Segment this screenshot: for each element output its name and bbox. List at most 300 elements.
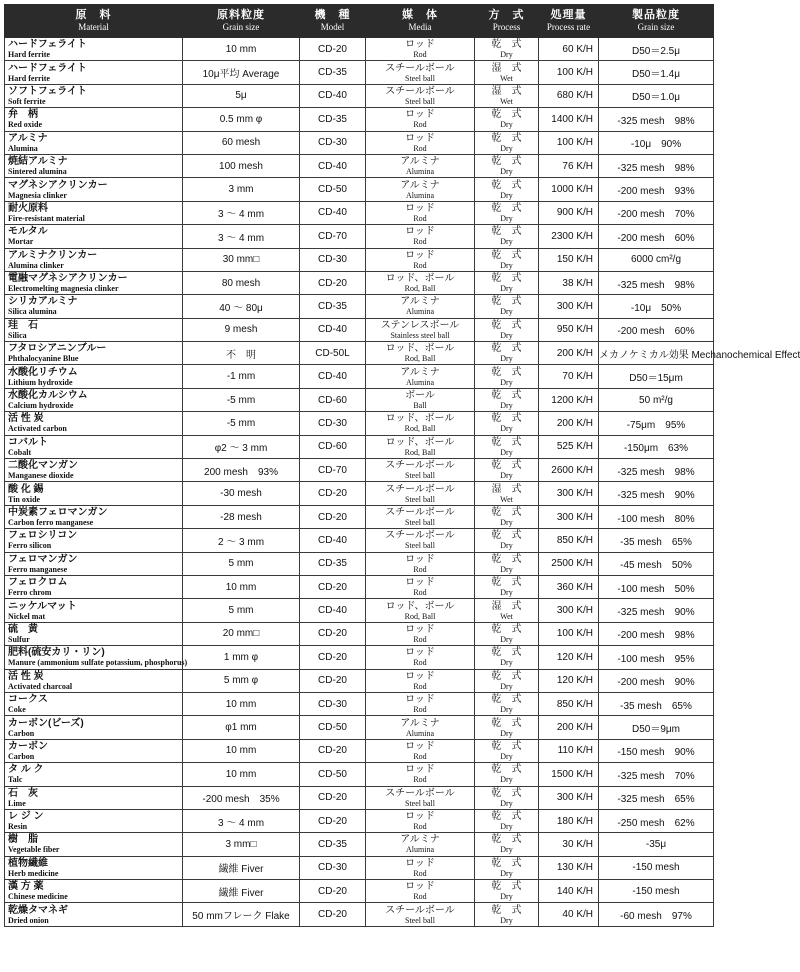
product-grain-size-cell: -100 mesh 95% <box>599 646 714 669</box>
media-en: Rod <box>413 260 427 270</box>
process-cell <box>475 739 539 762</box>
media-cell <box>366 435 475 458</box>
material-cell <box>5 225 183 248</box>
process-en: Dry <box>500 120 513 130</box>
media-jp: スチールボール <box>385 62 455 74</box>
model-cell: CD-40 <box>300 529 366 552</box>
process-en: Dry <box>500 307 513 317</box>
material-name-en: Lime <box>8 798 26 808</box>
process-jp: 乾 式 <box>491 740 522 752</box>
process-cell <box>475 763 539 786</box>
process-rate-cell: 850 K/H <box>539 692 599 715</box>
media-jp: ロッド、ボール <box>385 413 455 425</box>
process-jp: 湿 式 <box>491 62 522 74</box>
process-rate-cell: 300 K/H <box>539 295 599 318</box>
material-name-en: Electromelting magnesia clinker <box>8 284 119 294</box>
table-row <box>5 880 714 903</box>
material-name-en: Lithium hydroxide <box>8 377 73 387</box>
table-row <box>5 833 714 856</box>
process-rate-cell: 30 K/H <box>539 833 599 856</box>
header-product-grain-size-en: Grain size <box>637 22 675 32</box>
process-cell <box>475 505 539 528</box>
media-en: Steel ball <box>405 96 435 106</box>
material-name-en: Coke <box>8 705 26 715</box>
media-cell <box>366 856 475 879</box>
model-cell: CD-40 <box>300 599 366 622</box>
media-jp: スチールボール <box>385 904 455 916</box>
model-cell: CD-50 <box>300 178 366 201</box>
media-jp: ロッド <box>405 132 435 144</box>
media-cell <box>366 248 475 271</box>
model-cell: CD-20 <box>300 809 366 832</box>
process-jp: 乾 式 <box>491 904 522 916</box>
process-rate-cell: 60 K/H <box>539 38 599 61</box>
media-jp: ロッド、ボール <box>385 343 455 355</box>
grinding-results-sheet <box>4 4 800 927</box>
media-en: Rod <box>413 705 427 715</box>
process-en: Dry <box>500 681 513 691</box>
material-name-jp: 弁 柄 <box>8 109 38 121</box>
grain-size-cell: -1 mm <box>183 365 300 388</box>
media-jp: ロッド <box>405 623 435 635</box>
process-jp: 乾 式 <box>491 249 522 261</box>
process-rate-cell: 130 K/H <box>539 856 599 879</box>
process-cell <box>475 692 539 715</box>
material-name-jp: モルタル <box>8 226 48 238</box>
material-cell <box>5 505 183 528</box>
process-jp: 乾 式 <box>491 319 522 331</box>
process-en: Dry <box>500 260 513 270</box>
model-cell: CD-30 <box>300 692 366 715</box>
process-cell <box>475 435 539 458</box>
material-cell <box>5 412 183 435</box>
table-row <box>5 903 714 926</box>
model-cell: CD-20 <box>300 38 366 61</box>
material-cell <box>5 599 183 622</box>
process-en: Dry <box>500 915 513 925</box>
model-cell: CD-40 <box>300 365 366 388</box>
media-jp: アルミナ <box>400 717 440 729</box>
grain-size-cell: 繊維 Fiver <box>183 856 300 879</box>
process-rate-cell: 1200 K/H <box>539 388 599 411</box>
media-cell <box>366 388 475 411</box>
media-jp: ロッド <box>405 249 435 261</box>
process-cell <box>475 61 539 84</box>
media-cell <box>366 716 475 739</box>
material-name-en: Manganese dioxide <box>8 471 74 481</box>
process-rate-cell: 2300 K/H <box>539 225 599 248</box>
table-row <box>5 84 714 107</box>
media-jp: スチールボール <box>385 530 455 542</box>
media-en: Rod <box>413 868 427 878</box>
product-grain-size-cell: -325 mesh 98% <box>599 459 714 482</box>
material-name-jp: フェロマンガン <box>8 553 78 565</box>
media-cell <box>366 692 475 715</box>
media-en: Rod <box>413 237 427 247</box>
media-en: Rod <box>413 143 427 153</box>
header-product-grain-size <box>599 5 714 38</box>
media-en: Rod, Ball <box>404 284 436 294</box>
process-en: Dry <box>500 424 513 434</box>
material-name-en: Silica <box>8 330 27 340</box>
material-cell <box>5 622 183 645</box>
process-cell <box>475 412 539 435</box>
media-en: Rod <box>413 564 427 574</box>
grain-size-cell: 3 mm□ <box>183 833 300 856</box>
media-cell <box>366 622 475 645</box>
material-name-en: Vegetable fiber <box>8 845 60 855</box>
process-en: Dry <box>500 775 513 785</box>
material-cell <box>5 809 183 832</box>
grain-size-cell: 3 ～ 4 mm <box>183 809 300 832</box>
product-grain-size-cell: -10μ 90% <box>599 131 714 154</box>
material-name-jp: フェロクロム <box>8 577 68 589</box>
material-cell <box>5 131 183 154</box>
media-jp: ロッド <box>405 647 435 659</box>
process-cell <box>475 552 539 575</box>
material-name-en: Magnesia clinker <box>8 190 67 200</box>
grain-size-cell: 繊維 Fiver <box>183 880 300 903</box>
process-en: Dry <box>500 190 513 200</box>
header-row <box>5 5 714 38</box>
header-process-rate <box>539 5 599 38</box>
media-cell <box>366 201 475 224</box>
table-row <box>5 482 714 505</box>
process-en: Dry <box>500 50 513 60</box>
material-cell <box>5 154 183 177</box>
table-row <box>5 342 714 365</box>
grain-size-cell: 10 mm <box>183 38 300 61</box>
product-grain-size-cell: D50＝2.5μ <box>599 38 714 61</box>
table-row <box>5 201 714 224</box>
media-en: Alumina <box>406 377 434 387</box>
grain-size-cell: 10 mm <box>183 692 300 715</box>
process-en: Dry <box>500 237 513 247</box>
table-row <box>5 108 714 131</box>
table-row <box>5 763 714 786</box>
material-cell <box>5 84 183 107</box>
grain-size-cell: 200 mesh 93% <box>183 459 300 482</box>
process-rate-cell: 200 K/H <box>539 412 599 435</box>
material-cell <box>5 388 183 411</box>
table-row <box>5 38 714 61</box>
material-cell <box>5 38 183 61</box>
model-cell: CD-20 <box>300 880 366 903</box>
process-jp: 湿 式 <box>491 600 522 612</box>
material-name-jp: ソフトフェライト <box>8 85 87 97</box>
material-name-jp: レ ジ ン <box>8 811 44 823</box>
header-grain-size-jp: 原料粒度 <box>217 9 265 21</box>
media-jp: ボール <box>405 390 435 402</box>
process-cell <box>475 108 539 131</box>
process-rate-cell: 100 K/H <box>539 131 599 154</box>
process-jp: 乾 式 <box>491 787 522 799</box>
model-cell: CD-70 <box>300 225 366 248</box>
process-jp: 乾 式 <box>491 507 522 518</box>
product-grain-size-cell: -200 mesh 93% <box>599 178 714 201</box>
material-name-jp: 二酸化マンガン <box>8 460 78 472</box>
media-en: Rod <box>413 120 427 130</box>
process-cell <box>475 669 539 692</box>
media-cell <box>366 786 475 809</box>
table-row <box>5 365 714 388</box>
process-jp: 乾 式 <box>491 156 522 168</box>
grain-size-cell: 40 ～ 80μ <box>183 295 300 318</box>
material-cell <box>5 575 183 598</box>
grain-size-cell: 5 mm <box>183 599 300 622</box>
material-cell <box>5 108 183 131</box>
media-en: Steel ball <box>405 541 435 551</box>
process-jp: 乾 式 <box>491 647 522 659</box>
table-row <box>5 505 714 528</box>
table-row <box>5 552 714 575</box>
media-cell <box>366 880 475 903</box>
grain-size-cell: 3 ～ 4 mm <box>183 201 300 224</box>
media-cell <box>366 342 475 365</box>
media-en: Rod, Ball <box>404 447 436 457</box>
material-name-jp: 酸 化 錫 <box>8 483 44 495</box>
grain-size-cell: 10 mm <box>183 575 300 598</box>
media-en: Steel ball <box>405 471 435 481</box>
material-name-en: Ferro silicon <box>8 541 52 551</box>
media-jp: スチールボール <box>385 460 455 472</box>
media-jp: ロッド <box>405 577 435 589</box>
media-cell <box>366 529 475 552</box>
process-en: Dry <box>500 892 513 902</box>
material-name-en: Carbon ferro manganese <box>8 518 94 527</box>
process-rate-cell: 38 K/H <box>539 271 599 294</box>
material-cell <box>5 342 183 365</box>
process-jp: 湿 式 <box>491 85 522 97</box>
header-process <box>475 5 539 38</box>
media-en: Rod, Ball <box>404 611 436 621</box>
model-cell: CD-40 <box>300 154 366 177</box>
material-name-en: Phthalocyanine Blue <box>8 354 79 364</box>
process-en: Dry <box>500 658 513 668</box>
material-cell <box>5 482 183 505</box>
material-cell <box>5 786 183 809</box>
process-en: Dry <box>500 213 513 223</box>
grain-size-cell: 100 mesh <box>183 154 300 177</box>
media-jp: ロッド <box>405 811 435 823</box>
process-rate-cell: 2500 K/H <box>539 552 599 575</box>
material-cell <box>5 692 183 715</box>
material-name-jp: 電融マグネシアクリンカー <box>8 273 128 285</box>
process-rate-cell: 120 K/H <box>539 646 599 669</box>
material-name-en: Fire-resistant material <box>8 213 85 223</box>
material-cell <box>5 201 183 224</box>
product-grain-size-cell: -100 mesh 80% <box>599 505 714 528</box>
product-grain-size-cell: -150μm 63% <box>599 435 714 458</box>
product-grain-size-cell: -325 mesh 90% <box>599 599 714 622</box>
material-name-jp: ハードフェライト <box>8 62 87 74</box>
model-cell: CD-20 <box>300 505 366 528</box>
table-row <box>5 622 714 645</box>
process-rate-cell: 180 K/H <box>539 809 599 832</box>
grain-size-cell: φ2 ～ 3 mm <box>183 435 300 458</box>
product-grain-size-cell: -45 mesh 50% <box>599 552 714 575</box>
material-name-en: Ferro manganese <box>8 564 68 574</box>
grain-size-cell: -200 mesh 35% <box>183 786 300 809</box>
process-jp: 乾 式 <box>491 202 522 214</box>
material-name-jp: マグネシアクリンカー <box>8 179 108 191</box>
model-cell: CD-20 <box>300 739 366 762</box>
media-jp: ロッド <box>405 226 435 238</box>
table-row <box>5 178 714 201</box>
process-jp: 乾 式 <box>491 460 522 472</box>
material-name-en: Mortar <box>8 237 34 247</box>
material-cell <box>5 435 183 458</box>
process-rate-cell: 76 K/H <box>539 154 599 177</box>
media-en: Steel ball <box>405 73 435 83</box>
process-cell <box>475 225 539 248</box>
process-en: Dry <box>500 751 513 761</box>
product-grain-size-cell: D50＝1.4μ <box>599 61 714 84</box>
material-name-jp: 植物繊維 <box>8 857 48 869</box>
material-name-en: Calcium hydroxide <box>8 401 74 411</box>
material-name-jp: 珪 石 <box>8 319 38 331</box>
media-cell <box>366 599 475 622</box>
media-jp: ロッド <box>405 881 435 893</box>
model-cell: CD-40 <box>300 84 366 107</box>
grain-size-cell: -28 mesh <box>183 505 300 528</box>
product-grain-size-cell: 6000 cm²/g <box>599 248 714 271</box>
process-rate-cell: 100 K/H <box>539 622 599 645</box>
media-cell <box>366 295 475 318</box>
model-cell: CD-35 <box>300 295 366 318</box>
process-en: Wet <box>500 611 513 621</box>
media-jp: アルミナ <box>400 156 440 168</box>
process-jp: 乾 式 <box>491 179 522 191</box>
table-row <box>5 529 714 552</box>
process-rate-cell: 525 K/H <box>539 435 599 458</box>
process-en: Wet <box>500 494 513 504</box>
grain-size-cell: 10μ平均 Average <box>183 61 300 84</box>
material-cell <box>5 318 183 341</box>
product-grain-size-cell: -10μ 50% <box>599 295 714 318</box>
material-name-en: Talc <box>8 775 23 785</box>
process-rate-cell: 2600 K/H <box>539 459 599 482</box>
media-jp: スチールボール <box>385 483 455 495</box>
media-cell <box>366 271 475 294</box>
process-rate-cell: 300 K/H <box>539 482 599 505</box>
media-en: Alumina <box>406 845 434 855</box>
product-grain-size-cell: D50＝1.0μ <box>599 84 714 107</box>
grain-size-cell: 9 mesh <box>183 318 300 341</box>
media-en: Steel ball <box>405 494 435 504</box>
model-cell: CD-20 <box>300 271 366 294</box>
material-name-jp: ハードフェライト <box>8 39 87 51</box>
header-grain-size <box>183 5 300 38</box>
material-cell <box>5 856 183 879</box>
product-grain-size-cell: -35 mesh 65% <box>599 692 714 715</box>
process-cell <box>475 38 539 61</box>
media-jp: ロッド <box>405 202 435 214</box>
material-name-jp: 活 性 炭 <box>8 670 44 682</box>
material-name-jp: 乾燥タマネギ <box>8 904 68 916</box>
process-en: Dry <box>500 634 513 644</box>
model-cell: CD-30 <box>300 856 366 879</box>
model-cell: CD-20 <box>300 786 366 809</box>
header-media <box>366 5 475 38</box>
media-en: Rod, Ball <box>404 424 436 434</box>
process-cell <box>475 880 539 903</box>
material-cell <box>5 248 183 271</box>
process-jp: 乾 式 <box>491 717 522 729</box>
process-rate-cell: 300 K/H <box>539 786 599 809</box>
media-cell <box>366 552 475 575</box>
media-jp: ステンレスボール <box>380 319 460 331</box>
table-row <box>5 646 714 669</box>
media-cell <box>366 482 475 505</box>
header-model <box>300 5 366 38</box>
media-cell <box>366 505 475 528</box>
material-cell <box>5 646 188 669</box>
process-cell <box>475 201 539 224</box>
model-cell: CD-20 <box>300 669 366 692</box>
process-en: Dry <box>500 798 513 808</box>
media-jp: アルミナ <box>400 366 440 378</box>
table-row <box>5 692 714 715</box>
material-cell <box>5 739 183 762</box>
table-row <box>5 856 714 879</box>
media-jp: スチールボール <box>385 787 455 799</box>
material-name-en: Hard ferrite <box>8 73 50 83</box>
process-en: Dry <box>500 705 513 715</box>
material-name-en: Hard ferrite <box>8 50 50 60</box>
process-jp: 乾 式 <box>491 694 522 706</box>
media-en: Rod <box>413 681 427 691</box>
process-cell <box>475 575 539 598</box>
material-name-en: Soft ferrite <box>8 96 46 106</box>
process-rate-cell: 200 K/H <box>539 342 599 365</box>
product-grain-size-cell: -200 mesh 90% <box>599 669 714 692</box>
material-name-jp: コークス <box>8 694 48 706</box>
process-en: Dry <box>500 377 513 387</box>
model-cell: CD-30 <box>300 248 366 271</box>
media-cell <box>366 739 475 762</box>
model-cell: CD-60 <box>300 388 366 411</box>
process-cell <box>475 599 539 622</box>
process-rate-cell: 1500 K/H <box>539 763 599 786</box>
process-cell <box>475 482 539 505</box>
material-cell <box>5 459 183 482</box>
process-rate-cell: 900 K/H <box>539 201 599 224</box>
process-jp: 乾 式 <box>491 811 522 823</box>
process-en: Dry <box>500 541 513 551</box>
media-jp: ロッド <box>405 109 435 121</box>
material-name-jp: 石 灰 <box>8 787 38 799</box>
model-cell: CD-20 <box>300 646 366 669</box>
header-process-rate-en: Process rate <box>546 22 591 32</box>
material-name-en: Alumina <box>8 143 38 153</box>
product-grain-size-cell: -325 mesh 65% <box>599 786 714 809</box>
process-cell <box>475 84 539 107</box>
process-cell <box>475 154 539 177</box>
material-name-en: Alumina clinker <box>8 260 64 270</box>
process-en: Dry <box>500 354 513 364</box>
header-process-jp: 方 式 <box>488 9 525 21</box>
table-row <box>5 435 714 458</box>
media-jp: ロッド <box>405 39 435 51</box>
product-grain-size-cell: -150 mesh <box>599 856 714 879</box>
material-cell <box>5 295 183 318</box>
table-row <box>5 716 714 739</box>
product-grain-size-cell: -325 mesh 98% <box>599 108 714 131</box>
process-en: Dry <box>500 845 513 855</box>
material-name-en: Tin oxide <box>8 494 41 504</box>
grain-size-cell: -5 mm <box>183 388 300 411</box>
